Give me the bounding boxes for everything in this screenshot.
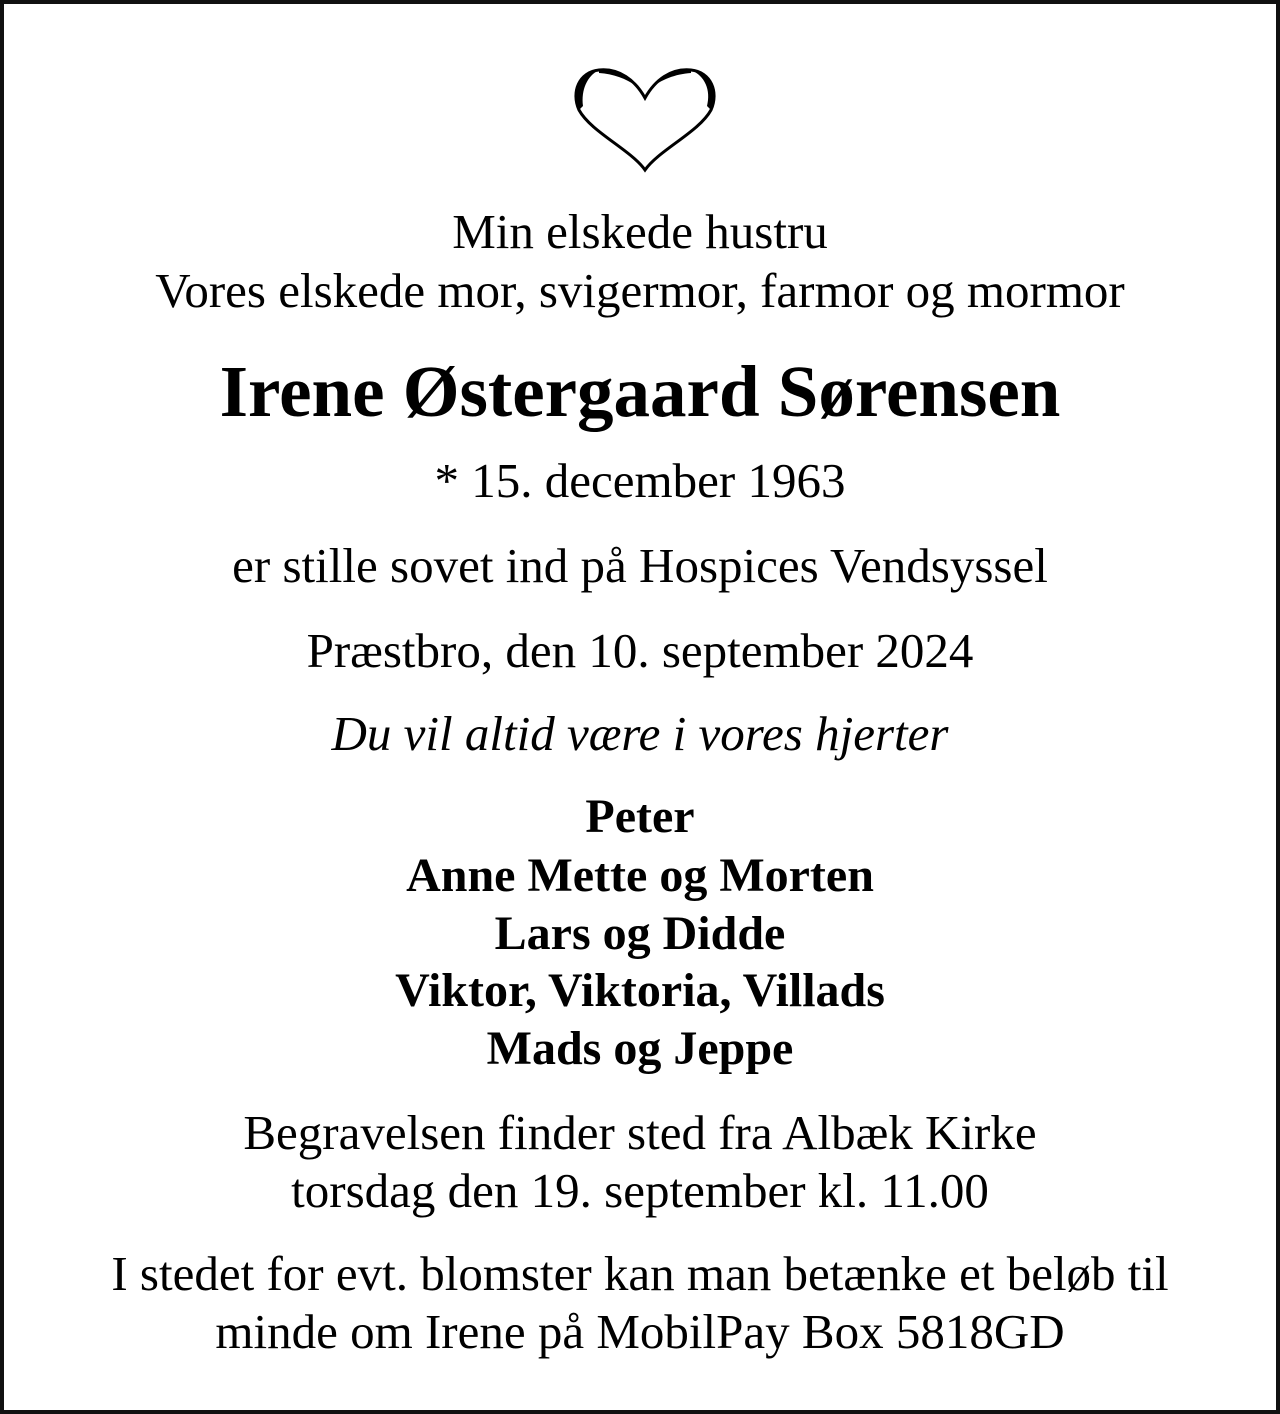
family-member: Peter xyxy=(585,790,695,843)
donation-line-2: minde om Irene på MobilPay Box 5818GD xyxy=(215,1304,1065,1359)
intro-line-1: Min elskede hustru xyxy=(452,204,828,259)
motto: Du vil altid være i vores hjerter xyxy=(331,706,949,761)
funeral-line-2: torsdag den 19. september kl. 11.00 xyxy=(291,1163,989,1218)
place-date: Præstbro, den 10. september 2024 xyxy=(306,623,974,678)
passed-away-text: er stille sovet ind på Hospices Vendsyssel xyxy=(232,538,1048,593)
family-member: Lars og Didde xyxy=(494,907,786,960)
deceased-name: Irene Østergaard Sørensen xyxy=(219,351,1061,432)
donation-line-1: I stedet for evt. blomster kan man betænke et beløb til xyxy=(111,1246,1169,1301)
funeral-line-1: Begravelsen finder sted fra Albæk Kirke xyxy=(243,1105,1037,1160)
family-member: Mads og Jeppe xyxy=(486,1022,794,1075)
birth-date: * 15. december 1963 xyxy=(434,453,846,508)
intro-line-2: Vores elskede mor, svigermor, farmor og mormor xyxy=(155,263,1125,318)
heart-outline-icon xyxy=(571,66,719,174)
family-member: Viktor, Viktoria, Villads xyxy=(395,964,885,1017)
family-member: Anne Mette og Morten xyxy=(406,849,874,902)
